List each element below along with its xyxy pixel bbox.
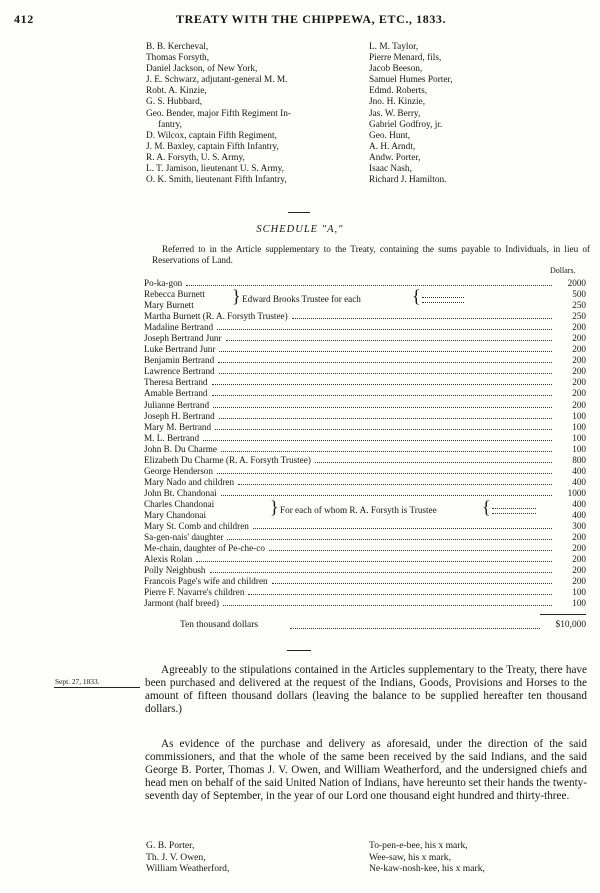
witness-name: A. H. Arndt,: [369, 141, 416, 152]
leader-dots: [215, 429, 552, 430]
witness-list-left: [146, 42, 291, 186]
payment-amount: 400: [572, 465, 586, 476]
schedule-row: [144, 400, 586, 411]
witness-name: L. M. Taylor,: [369, 42, 419, 52]
payment-amount: 200: [572, 554, 586, 565]
payment-amount: 200: [572, 565, 586, 576]
payment-amount: 100: [572, 443, 586, 454]
leader-dots: [290, 628, 540, 629]
signatory-name: Wee-saw, his x mark,: [369, 851, 451, 863]
schedule-row: [144, 289, 586, 300]
running-title: TREATY WITH THE CHIPPEWA, ETC., 1833.: [176, 12, 447, 26]
schedule-row: [144, 532, 586, 543]
schedule-row: [144, 477, 586, 488]
leader-dots: [212, 384, 552, 385]
payee-name: Sa-gen-nais' daughter: [144, 532, 224, 543]
leader-dots: [196, 561, 552, 562]
leader-dots: [227, 539, 552, 540]
leader-dots: [219, 418, 552, 419]
payee-name: George Henderson: [144, 465, 213, 476]
witness-name: J. M. Baxley, captain Fifth Infantry,: [146, 141, 279, 152]
payee-name: Charles Chandonai: [144, 498, 215, 509]
schedule-row: [144, 565, 586, 576]
witness-name: fantry,: [158, 119, 182, 130]
payment-amount: 800: [572, 454, 586, 465]
leader-dots: [253, 528, 552, 529]
payee-name: M. L. Bertrand: [144, 432, 200, 443]
witness-name: Andw. Porter,: [369, 152, 421, 163]
margin-date-note: Sept. 27, 1833.: [55, 677, 100, 686]
payee-name: Mary Burnett: [144, 300, 194, 311]
signatory-name: Ne-kaw-nosh-kee, his x mark,: [369, 863, 485, 875]
payment-amount: 200: [572, 344, 586, 355]
payee-name: Joseph H. Bertrand: [144, 410, 215, 421]
section-divider: [288, 212, 310, 213]
leader-dots: [221, 495, 552, 496]
schedule-row: [144, 554, 586, 565]
schedule-row: [144, 311, 586, 322]
schedule-row: [144, 411, 586, 422]
leader-dots: [492, 502, 536, 509]
brace-right: {: [412, 286, 421, 306]
margin-note-rule: [54, 687, 140, 688]
schedule-row: [144, 433, 586, 444]
payee-name: John B. Du Charme: [144, 443, 217, 454]
payment-amount: 200: [572, 366, 586, 377]
witness-name: Edmd. Roberts,: [369, 86, 428, 97]
payment-amount: 100: [572, 421, 586, 432]
schedule-intro: Referred to in the Article supplementary to the Treaty, containing the sums payable to Individuals, in lieu of Reservations of Land.: [152, 244, 590, 266]
total-label: Ten thousand dollars: [180, 620, 258, 630]
signatures-left: [146, 840, 229, 875]
leader-dots: [186, 285, 552, 286]
leader-dots: [226, 340, 552, 341]
witness-name: Gabriel Godfroy, jr.: [369, 119, 443, 130]
brace-right: {: [482, 497, 491, 517]
leader-dots: [219, 373, 552, 374]
schedule-row: [144, 344, 586, 355]
leader-dots: [422, 301, 464, 303]
payee-name: Mary Nado and children: [144, 476, 235, 487]
schedule-table: [144, 278, 586, 609]
payment-amount: 100: [572, 598, 586, 609]
signatures-right: [369, 840, 485, 875]
payee-name: Mary St. Comb and children: [144, 521, 249, 532]
witness-list-right: [369, 42, 453, 186]
payment-amount: 400: [572, 509, 586, 520]
schedule-row: [144, 488, 586, 499]
payee-name: Mary Chandonai: [144, 509, 207, 520]
schedule-title: SCHEDULE "A,": [256, 224, 344, 235]
witness-name: Geo. Hunt,: [369, 130, 411, 141]
witness-name: Jas. W. Berry,: [369, 108, 421, 119]
leader-dots: [492, 512, 536, 514]
payee-name: Lawrence Bertrand: [144, 366, 215, 377]
payment-amount: 200: [572, 333, 586, 344]
schedule-row: [144, 466, 586, 477]
leader-dots: [221, 451, 552, 452]
witness-name: G. S. Hubbard,: [146, 97, 203, 108]
signatory-name: Th. J. V. Owen,: [146, 851, 206, 863]
witness-name: Jacob Beeson,: [369, 64, 423, 75]
payee-name: Jarmont (half breed): [144, 598, 219, 609]
payment-amount: 2000: [567, 278, 586, 288]
schedule-row: [144, 388, 586, 399]
leader-dots: [315, 462, 552, 463]
payment-amount: 400: [572, 498, 586, 509]
schedule-row: [144, 587, 586, 598]
witness-name: J. E. Schwarz, adjutant-general M. M.: [146, 75, 288, 86]
payee-name: Francois Page's wife and children: [144, 576, 268, 587]
payment-amount: 500: [572, 289, 586, 300]
payee-name: Madaline Bertrand: [144, 322, 214, 333]
section-divider: [287, 650, 311, 651]
signatory-name: G. B. Porter,: [146, 840, 195, 851]
schedule-row: [144, 422, 586, 433]
witness-name: Thomas Forsyth,: [146, 53, 210, 64]
witness-name: D. Wilcox, captain Fifth Regiment,: [146, 130, 277, 141]
payee-name: Elizabeth Du Charme (R. A. Forsyth Trustee): [144, 454, 311, 465]
schedule-row: [144, 355, 586, 366]
schedule-row: [144, 278, 586, 289]
payee-name: Rebecca Burnett: [144, 289, 205, 300]
total-rule: [540, 614, 586, 615]
leader-dots: [272, 583, 552, 584]
payment-amount: 200: [572, 388, 586, 399]
page-number: 412: [14, 12, 34, 26]
leader-dots: [219, 351, 552, 352]
payee-name: Theresa Bertrand: [144, 377, 208, 388]
payment-amount: 250: [572, 300, 586, 311]
leader-dots: [217, 473, 552, 474]
payment-amount: 1000: [567, 487, 586, 498]
leader-dots: [223, 605, 552, 606]
payment-amount: 200: [572, 322, 586, 333]
payment-amount: 200: [572, 576, 586, 587]
payee-name: John Bt. Chandonai: [144, 487, 217, 498]
schedule-row: [144, 455, 586, 466]
witness-name: Daniel Jackson, of New York,: [146, 64, 258, 75]
column-header: Dollars.: [550, 266, 576, 275]
payee-name: Julianne Bertrand: [144, 399, 210, 410]
payee-name: Luke Bertrand Junr: [144, 344, 216, 355]
schedule-row: [144, 377, 586, 388]
signatory-name: William Weatherford,: [146, 863, 230, 875]
body-paragraph: Agreeably to the stipulations contained in the Articles supplementary to the Treaty, there have been purchased and delivered at the request of the Indians, Goods, Provisions and Horses to the amount of fifteen thousand dollars (leaving the balance to be supplied hereafter ten thousand dollars.): [145, 664, 587, 716]
schedule-row: [144, 333, 586, 344]
witness-name: Richard J. Hamilton.: [369, 175, 447, 186]
witness-name: Robt. A. Kinzie,: [146, 86, 207, 97]
payee-name: Benjamin Bertrand: [144, 355, 215, 366]
witness-name: Geo. Bender, major Fifth Regiment In-: [146, 108, 291, 119]
payee-name: Martha Burnett (R. A. Forsyth Trustee): [144, 311, 288, 322]
payee-name: Pierre F. Navarre's children: [144, 587, 245, 598]
schedule-row: [144, 521, 586, 532]
trustee-note: For each of whom R. A. Forsyth is Trustee: [280, 505, 437, 515]
leader-dots: [248, 594, 552, 595]
payment-amount: 200: [572, 532, 586, 543]
brace-left: }: [270, 497, 279, 517]
total-amount: $10,000: [555, 620, 586, 630]
total-row: [180, 620, 586, 632]
payee-name: Joseph Bertrand Junr: [144, 333, 222, 344]
leader-dots: [212, 395, 552, 396]
leader-dots: [203, 440, 552, 441]
payee-name: Alexis Rolan: [144, 554, 193, 565]
witness-name: Jno. H. Kinzie,: [369, 97, 426, 108]
signatory-name: To-pen-e-bee, his x mark,: [369, 840, 468, 851]
leader-dots: [292, 318, 552, 319]
payment-amount: 250: [572, 311, 586, 322]
payee-name: Me-chain, daughter of Pe-che-co: [144, 543, 265, 554]
leader-dots: [422, 291, 464, 298]
payee-name: Polly Neighbush: [144, 565, 206, 576]
leader-dots: [269, 550, 552, 551]
payee-name: Po-ka-gon: [144, 278, 183, 288]
schedule-row: [144, 598, 586, 609]
witness-name: B. B. Kercheval,: [146, 42, 209, 52]
body-paragraph: As evidence of the purchase and delivery as aforesaid, under the direction of the said commissioners, and that the whole of the same been received by the said Indians, and the said George B. Porter, Thomas J. V. Owen, and William Weatherford, and the undersigned chiefs and head men on behalf of the said United Nation of Indians, have hereunto set their hands the twenty-seventh day of September, in the year of our Lord one thousand eight hundred and thirty-three.: [145, 738, 587, 803]
schedule-row: [144, 322, 586, 333]
schedule-row: [144, 366, 586, 377]
schedule-row: [144, 444, 586, 455]
witness-name: O. K. Smith, lieutenant Fifth Infantry,: [146, 175, 287, 186]
leader-dots: [238, 484, 552, 485]
schedule-row: [144, 543, 586, 554]
payment-amount: 400: [572, 476, 586, 487]
payee-name: Amable Bertrand: [144, 388, 208, 399]
schedule-row: [144, 300, 586, 311]
witness-name: Samuel Humes Porter,: [369, 75, 453, 86]
payment-amount: 200: [572, 399, 586, 410]
payment-amount: 200: [572, 377, 586, 388]
payment-amount: 100: [572, 587, 586, 598]
leader-dots: [217, 329, 552, 330]
trustee-note: Edward Brooks Trustee for each: [242, 294, 361, 304]
witness-name: Pierre Menard, fils,: [369, 53, 442, 64]
schedule-row: [144, 576, 586, 587]
leader-dots: [218, 362, 552, 363]
payment-amount: 300: [572, 521, 586, 532]
payment-amount: 200: [572, 355, 586, 366]
payment-amount: 100: [572, 410, 586, 421]
witness-name: L. T. Jamison, lieutenant U. S. Army,: [146, 164, 284, 175]
leader-dots: [210, 572, 552, 573]
witness-name: R. A. Forsyth, U. S. Army,: [146, 152, 245, 163]
brace-left: }: [232, 286, 241, 306]
payment-amount: 100: [572, 432, 586, 443]
payment-amount: 200: [572, 543, 586, 554]
leader-dots: [213, 407, 552, 408]
witness-name: Isaac Nash,: [369, 164, 412, 175]
payee-name: Mary M. Bertrand: [144, 421, 212, 432]
